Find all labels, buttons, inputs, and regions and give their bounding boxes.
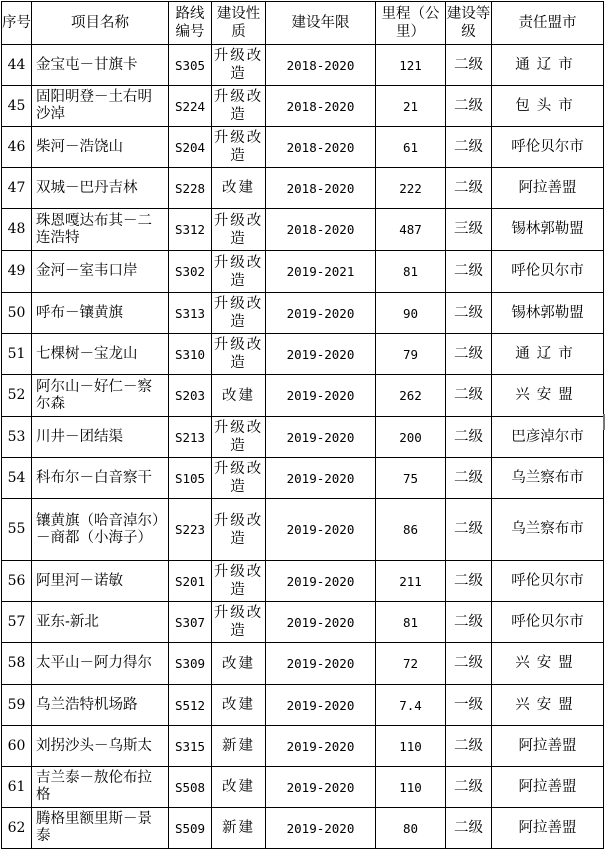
row-city: 阿拉善盟 <box>492 767 604 808</box>
row-seq: 44 <box>2 45 32 86</box>
row-route-code: S305 <box>169 45 212 86</box>
row-build-years: 2019-2020 <box>266 293 376 334</box>
row-route-code: S203 <box>169 375 212 417</box>
row-project-name: 腾格里额里斯－景泰 <box>32 808 169 849</box>
row-build-years: 2018-2020 <box>266 86 376 127</box>
row-city: 呼伦贝尔市 <box>492 602 604 643</box>
header-length: 里程（公里） <box>376 2 446 45</box>
header-code: 路线编号 <box>169 2 212 45</box>
row-grade: 一级 <box>446 685 492 726</box>
row-city: 通辽市 <box>492 334 604 375</box>
row-city: 锡林郭勒盟 <box>492 209 604 251</box>
table-row <box>2 209 604 251</box>
row-project-name: 亚东-新北 <box>32 602 169 643</box>
row-city: 乌兰察布市 <box>492 458 604 499</box>
table-row <box>2 602 604 643</box>
row-city: 阿拉善盟 <box>492 808 604 849</box>
row-project-name: 呼布－镶黄旗 <box>32 293 169 334</box>
row-seq: 57 <box>2 602 32 643</box>
table-row <box>2 726 604 767</box>
row-length-km: 81 <box>376 251 446 293</box>
table-row <box>2 127 604 168</box>
row-length-km: 262 <box>376 375 446 417</box>
row-seq: 58 <box>2 643 32 685</box>
row-grade: 二级 <box>446 417 492 458</box>
row-length-km: 211 <box>376 561 446 602</box>
row-seq: 62 <box>2 808 32 849</box>
row-seq: 47 <box>2 168 32 209</box>
row-length-km: 110 <box>376 767 446 808</box>
row-grade: 二级 <box>446 808 492 849</box>
row-project-name: 太平山－阿力得尔 <box>32 643 169 685</box>
row-city: 呼伦贝尔市 <box>492 251 604 293</box>
row-grade: 二级 <box>446 45 492 86</box>
row-build-years: 2018-2020 <box>266 209 376 251</box>
row-grade: 二级 <box>446 499 492 561</box>
row-build-years: 2019-2021 <box>266 251 376 293</box>
row-project-name: 吉兰泰－敖伦布拉格 <box>32 767 169 808</box>
table-row <box>2 458 604 499</box>
scroll-indicator <box>603 414 605 430</box>
row-build-nature: 升级改造 <box>212 209 266 251</box>
header-seq: 序号 <box>2 2 32 45</box>
row-length-km: 21 <box>376 86 446 127</box>
row-length-km: 75 <box>376 458 446 499</box>
row-build-nature: 升级改造 <box>212 602 266 643</box>
row-seq: 53 <box>2 417 32 458</box>
row-route-code: S223 <box>169 499 212 561</box>
row-length-km: 7.4 <box>376 685 446 726</box>
row-seq: 56 <box>2 561 32 602</box>
row-route-code: S315 <box>169 726 212 767</box>
row-grade: 二级 <box>446 375 492 417</box>
row-length-km: 487 <box>376 209 446 251</box>
row-length-km: 90 <box>376 293 446 334</box>
row-project-name: 金河－室韦口岸 <box>32 251 169 293</box>
row-length-km: 79 <box>376 334 446 375</box>
row-build-nature: 改建 <box>212 375 266 417</box>
row-route-code: S313 <box>169 293 212 334</box>
table-body <box>2 45 604 849</box>
row-route-code: S302 <box>169 251 212 293</box>
row-project-name: 乌兰浩特机场路 <box>32 685 169 726</box>
row-build-years: 2019-2020 <box>266 458 376 499</box>
row-build-years: 2018-2020 <box>266 45 376 86</box>
row-city: 包头市 <box>492 86 604 127</box>
row-build-nature: 改建 <box>212 685 266 726</box>
row-city: 兴安盟 <box>492 685 604 726</box>
row-seq: 61 <box>2 767 32 808</box>
row-seq: 49 <box>2 251 32 293</box>
row-grade: 二级 <box>446 334 492 375</box>
row-city: 巴彦淖尔市 <box>492 417 604 458</box>
row-seq: 51 <box>2 334 32 375</box>
row-build-years: 2018-2020 <box>266 127 376 168</box>
row-grade: 二级 <box>446 251 492 293</box>
row-route-code: S105 <box>169 458 212 499</box>
row-build-years: 2019-2020 <box>266 643 376 685</box>
row-seq: 46 <box>2 127 32 168</box>
row-seq: 50 <box>2 293 32 334</box>
row-route-code: S310 <box>169 334 212 375</box>
row-city: 乌兰察布市 <box>492 499 604 561</box>
row-build-nature: 升级改造 <box>212 45 266 86</box>
row-length-km: 110 <box>376 726 446 767</box>
row-seq: 60 <box>2 726 32 767</box>
row-seq: 55 <box>2 499 32 561</box>
row-build-nature: 改建 <box>212 767 266 808</box>
row-build-years: 2019-2020 <box>266 685 376 726</box>
row-seq: 52 <box>2 375 32 417</box>
row-project-name: 双城－巴丹吉林 <box>32 168 169 209</box>
row-build-years: 2019-2020 <box>266 417 376 458</box>
row-build-years: 2019-2020 <box>266 808 376 849</box>
row-grade: 二级 <box>446 726 492 767</box>
row-build-nature: 升级改造 <box>212 499 266 561</box>
row-project-name: 科布尔－白音察干 <box>32 458 169 499</box>
row-route-code: S201 <box>169 561 212 602</box>
road-projects-table <box>1 1 604 849</box>
row-city: 阿拉善盟 <box>492 168 604 209</box>
row-city: 兴安盟 <box>492 643 604 685</box>
row-build-years: 2019-2020 <box>266 726 376 767</box>
row-seq: 54 <box>2 458 32 499</box>
row-build-nature: 升级改造 <box>212 127 266 168</box>
header-row <box>2 2 604 45</box>
header-city: 责任盟市 <box>492 2 604 45</box>
row-build-nature: 升级改造 <box>212 458 266 499</box>
row-project-name: 阿尔山－好仁－察尔森 <box>32 375 169 417</box>
row-route-code: S508 <box>169 767 212 808</box>
row-build-nature: 升级改造 <box>212 86 266 127</box>
row-build-nature: 升级改造 <box>212 251 266 293</box>
table-row <box>2 168 604 209</box>
row-route-code: S204 <box>169 127 212 168</box>
row-grade: 二级 <box>446 561 492 602</box>
row-grade: 二级 <box>446 86 492 127</box>
header-name: 项目名称 <box>32 2 169 45</box>
row-city: 兴安盟 <box>492 375 604 417</box>
row-city: 呼伦贝尔市 <box>492 127 604 168</box>
row-project-name: 珠恩嘎达布其－二连浩特 <box>32 209 169 251</box>
header-nature: 建设性质 <box>212 2 266 45</box>
table-row <box>2 375 604 417</box>
header-years: 建设年限 <box>266 2 376 45</box>
row-route-code: S309 <box>169 643 212 685</box>
row-build-years: 2019-2020 <box>266 602 376 643</box>
row-project-name: 阿里河－诺敏 <box>32 561 169 602</box>
row-build-years: 2019-2020 <box>266 375 376 417</box>
row-seq: 48 <box>2 209 32 251</box>
row-route-code: S509 <box>169 808 212 849</box>
row-route-code: S213 <box>169 417 212 458</box>
table-row <box>2 251 604 293</box>
row-project-name: 刘拐沙头－乌斯太 <box>32 726 169 767</box>
row-project-name: 川井－团结渠 <box>32 417 169 458</box>
table-row <box>2 643 604 685</box>
table-row <box>2 334 604 375</box>
table-row <box>2 685 604 726</box>
row-project-name: 镶黄旗（哈音淖尔）－商都（小海子） <box>32 499 169 561</box>
row-build-years: 2019-2020 <box>266 499 376 561</box>
row-build-years: 2019-2020 <box>266 561 376 602</box>
row-build-nature: 升级改造 <box>212 561 266 602</box>
row-length-km: 86 <box>376 499 446 561</box>
row-grade: 三级 <box>446 209 492 251</box>
row-project-name: 柴河－浩饶山 <box>32 127 169 168</box>
row-build-nature: 升级改造 <box>212 293 266 334</box>
row-seq: 45 <box>2 86 32 127</box>
row-length-km: 222 <box>376 168 446 209</box>
table-row <box>2 45 604 86</box>
row-build-nature: 升级改造 <box>212 334 266 375</box>
row-city: 通辽市 <box>492 45 604 86</box>
row-grade: 二级 <box>446 643 492 685</box>
row-grade: 二级 <box>446 458 492 499</box>
row-grade: 二级 <box>446 127 492 168</box>
row-route-code: S312 <box>169 209 212 251</box>
row-build-nature: 升级改造 <box>212 417 266 458</box>
row-length-km: 81 <box>376 602 446 643</box>
table-row <box>2 417 604 458</box>
row-build-years: 2019-2020 <box>266 767 376 808</box>
row-build-years: 2019-2020 <box>266 334 376 375</box>
row-length-km: 80 <box>376 808 446 849</box>
row-seq: 59 <box>2 685 32 726</box>
row-build-nature: 新建 <box>212 726 266 767</box>
header-grade: 建设等级 <box>446 2 492 45</box>
table-row <box>2 561 604 602</box>
row-city: 锡林郭勒盟 <box>492 293 604 334</box>
row-grade: 二级 <box>446 168 492 209</box>
row-route-code: S307 <box>169 602 212 643</box>
row-city: 呼伦贝尔市 <box>492 561 604 602</box>
row-build-nature: 改建 <box>212 643 266 685</box>
table-row <box>2 293 604 334</box>
row-project-name: 金宝屯－甘旗卡 <box>32 45 169 86</box>
table-row <box>2 767 604 808</box>
row-build-nature: 新建 <box>212 808 266 849</box>
row-route-code: S512 <box>169 685 212 726</box>
row-grade: 二级 <box>446 767 492 808</box>
table-row <box>2 86 604 127</box>
row-length-km: 72 <box>376 643 446 685</box>
table-row <box>2 499 604 561</box>
row-project-name: 固阳明登－土右明沙淖 <box>32 86 169 127</box>
row-route-code: S228 <box>169 168 212 209</box>
row-build-nature: 改建 <box>212 168 266 209</box>
row-length-km: 200 <box>376 417 446 458</box>
row-project-name: 七棵树－宝龙山 <box>32 334 169 375</box>
row-route-code: S224 <box>169 86 212 127</box>
row-length-km: 121 <box>376 45 446 86</box>
row-build-years: 2018-2020 <box>266 168 376 209</box>
row-grade: 二级 <box>446 293 492 334</box>
table-row <box>2 808 604 849</box>
row-grade: 二级 <box>446 602 492 643</box>
row-city: 阿拉善盟 <box>492 726 604 767</box>
row-length-km: 61 <box>376 127 446 168</box>
